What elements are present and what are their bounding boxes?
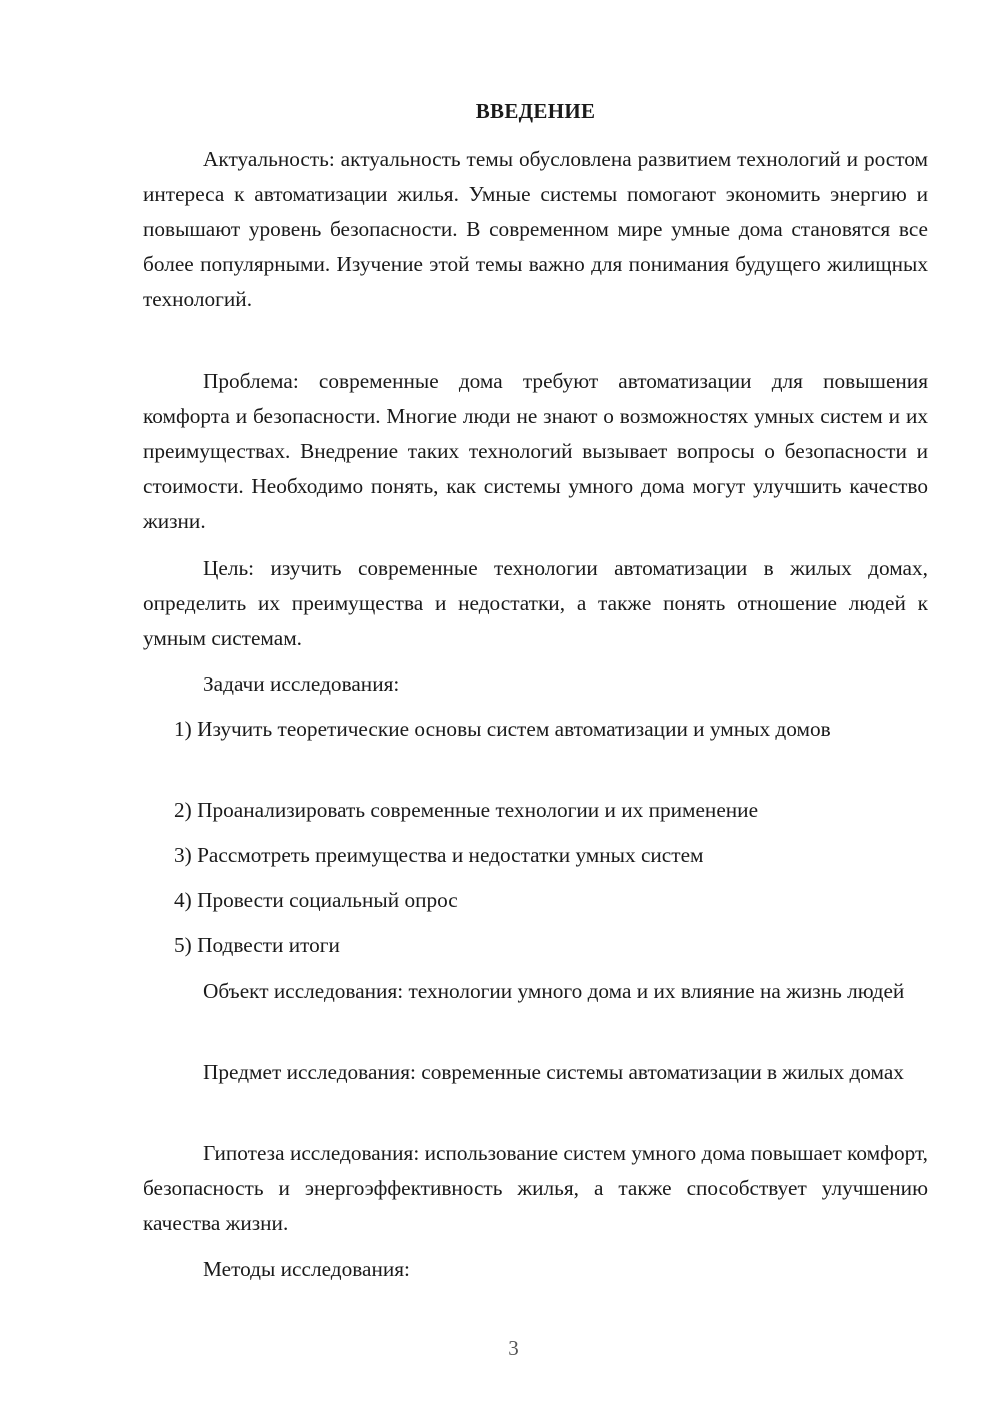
list-item: 3) Рассмотреть преимущества и недостатки умных систем — [174, 843, 704, 867]
list-item: 4) Провести социальный опрос — [174, 888, 458, 912]
list-item: 2) Проанализировать современные технологии и их применение — [174, 798, 759, 822]
tasks-heading: Задачи исследования: — [203, 672, 400, 696]
object-paragraph: Объект исследования: технологии умного дома и их влияние на жизнь людей — [203, 979, 905, 1003]
methods-heading: Методы исследования: — [203, 1257, 410, 1281]
list-item: 5) Подвести итоги — [174, 933, 340, 957]
page-number: 3 — [508, 1336, 519, 1360]
relevance-paragraph: Актуальность: актуальность темы обусловлена развитием технологий и ростом интереса к автоматизации жилья. Умные системы помогают экономить энергию и повышают уровень безопасности. В современном мире умные дома становятся все более популярными. Изучение этой темы важно для понимания будущего жилищных технологий. — [143, 147, 928, 311]
subject-paragraph: Предмет исследования: современные системы автоматизации в жилых домах — [203, 1060, 904, 1084]
hypothesis-paragraph: Гипотеза исследования: использование систем умного дома повышает комфорт, безопасность и энергоэффективность жилья, а также способствует улучшению качества жизни. — [143, 1141, 928, 1235]
page-title: ВВЕДЕНИЕ — [475, 99, 596, 123]
list-item: 1) Изучить теоретические основы систем автоматизации и умных домов — [174, 717, 831, 741]
problem-paragraph: Проблема: современные дома требуют автоматизации для повышения комфорта и безопасности. Многие люди не знают о возможностях умных систем и их преимуществах. Внедрение таких технологий вызывает вопросы о безопасности и стоимости. Необходимо понять, как системы умного дома могут улучшить качество жизни. — [143, 369, 928, 533]
document-page — [143, 0, 928, 1414]
goal-paragraph: Цель: изучить современные технологии автоматизации в жилых домах, определить их преимущества и недостатки, а также понять отношение людей к умным системам. — [143, 556, 928, 650]
